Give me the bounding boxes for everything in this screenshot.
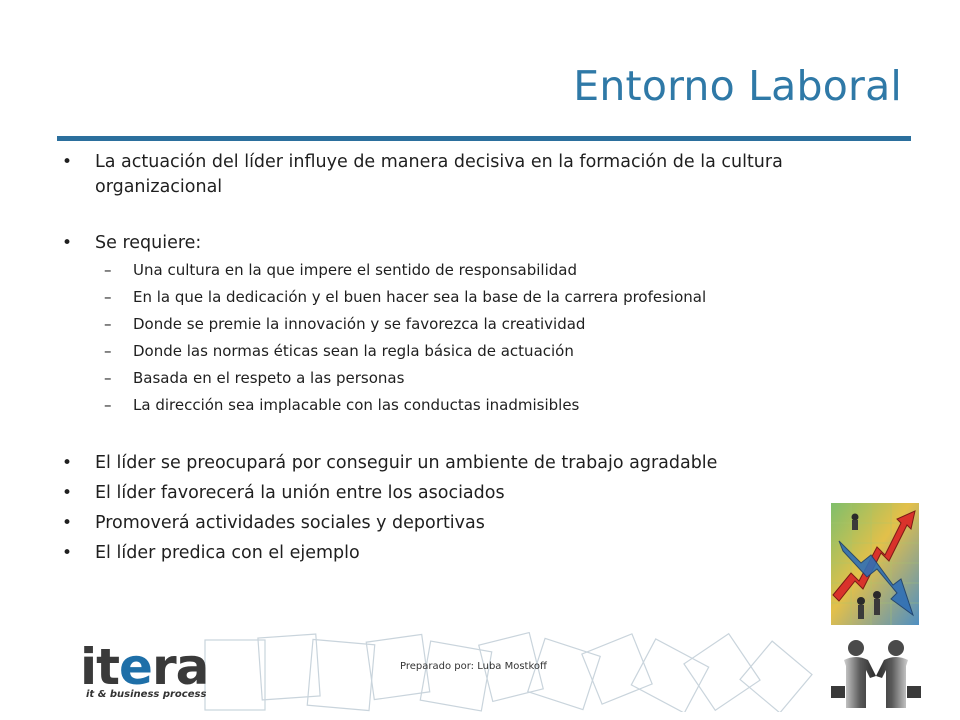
- slide-body: [62, 148, 862, 568]
- sub-item-4: – Donde las normas éticas sean la regla básica de actuación: [62, 338, 862, 365]
- spacer: [62, 200, 862, 231]
- spacer: [62, 419, 862, 448]
- company-logo: [80, 638, 240, 706]
- title-divider: [57, 136, 911, 141]
- growth-chart-illustration: [831, 503, 919, 625]
- bullet-6: • El líder predica con el ejemplo: [62, 538, 862, 568]
- sub-item-3: – Donde se premie la innovación y se favorezca la creatividad: [62, 311, 862, 338]
- sub-item-2: – En la que la dedicación y el buen hacer sea la base de la carrera profesional: [62, 284, 862, 311]
- logo-tagline: it & business process: [86, 689, 207, 700]
- sub-item-6: – La dirección sea implacable con las conductas inadmisibles: [62, 392, 862, 419]
- handshake-illustration: [826, 636, 926, 710]
- footer-decoration: [200, 632, 830, 712]
- footer-author: Preparado por: Luba Mostkoff: [400, 661, 547, 672]
- bullet-4: • El líder favorecerá la unión entre los asociados: [62, 478, 862, 508]
- bullet-1: • La actuación del líder influye de manera decisiva en la formación de la cultura organizacional: [62, 150, 862, 200]
- sub-item-5: – Basada en el respeto a las personas: [62, 365, 862, 392]
- bullet-3: • El líder se preocupará por conseguir un ambiente de trabajo agradable: [62, 448, 862, 478]
- bullet-5: • Promoverá actividades sociales y deportivas: [62, 508, 862, 538]
- sub-item-1: – Una cultura en la que impere el sentido de responsabilidad: [62, 257, 862, 284]
- bullet-2: • Se requiere:: [62, 231, 862, 256]
- slide-title: Entorno Laboral: [573, 62, 902, 110]
- logo-wordmark: itera: [80, 638, 209, 696]
